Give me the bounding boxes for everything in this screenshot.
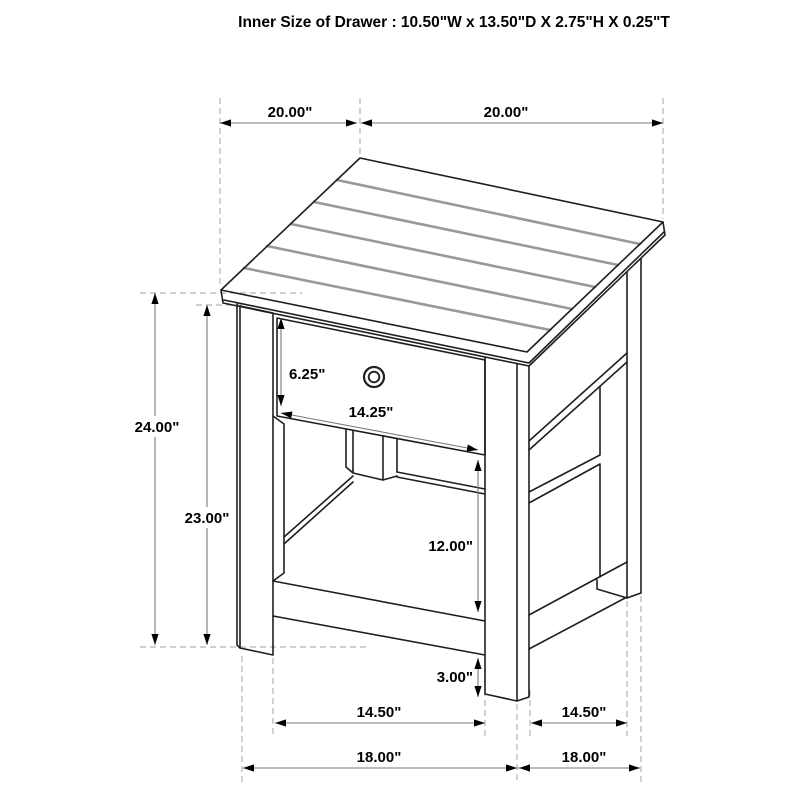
left-leg — [237, 304, 273, 655]
dimension-leg-span-front — [275, 704, 485, 727]
dimension-label: 14.50" — [356, 704, 402, 721]
dimension-drawer-height — [277, 318, 325, 406]
arrowhead-icon — [474, 601, 481, 612]
arrowhead-icon — [361, 119, 372, 126]
arrowhead-icon — [151, 293, 158, 304]
arrowhead-icon — [519, 764, 530, 771]
dimension-base-width-side — [517, 749, 640, 772]
front-leg — [485, 357, 529, 701]
arrowhead-icon — [506, 764, 517, 771]
drawing-title: Inner Size of Drawer : 10.50"W x 13.50"D X 2.75"H X 0.25"T — [238, 14, 670, 31]
dimension-drawer-width — [280, 404, 478, 454]
arrowhead-icon — [277, 395, 284, 406]
drawer-face — [277, 318, 485, 455]
arrowhead-icon — [275, 719, 286, 726]
arrowhead-icon — [474, 460, 481, 471]
arrowhead-icon — [243, 764, 254, 771]
dimension-label: 18.00" — [356, 749, 402, 766]
arrowhead-icon — [616, 719, 627, 726]
dimension-label: 20.00" — [267, 104, 313, 121]
dimension-label: 23.00" — [184, 510, 230, 527]
arrowhead-icon — [652, 119, 663, 126]
dimension-frame-height — [179, 305, 235, 645]
dimension-label: 12.00" — [428, 538, 473, 555]
dimension-stretcher-height — [437, 658, 482, 697]
tabletop-edge-band — [221, 222, 665, 366]
arrowhead-icon — [474, 686, 481, 697]
dimension-overall-height — [129, 293, 185, 645]
arrowhead-icon — [203, 634, 210, 645]
arrowhead-icon — [531, 719, 542, 726]
dimension-label: 3.00" — [436, 669, 473, 686]
dimension-top-width-left — [220, 104, 357, 127]
arrowhead-icon — [474, 658, 481, 669]
dimension-label: 6.25" — [289, 366, 326, 383]
dimension-label: 14.50" — [561, 704, 607, 721]
arrowhead-icon — [474, 719, 485, 726]
arrowhead-icon — [346, 119, 357, 126]
front-stretcher — [273, 581, 485, 655]
arrowhead-icon — [151, 634, 158, 645]
dimension-label: 20.00" — [483, 104, 529, 121]
dimension-leg-span-side — [531, 704, 627, 727]
dimension-label: 24.00" — [134, 419, 180, 436]
dimension-top-width-right — [361, 104, 663, 127]
dimension-label: 14.25" — [348, 404, 394, 421]
arrowhead-icon — [203, 305, 210, 316]
table-drawing — [221, 158, 665, 701]
dimension-base-width-front — [243, 749, 517, 772]
arrowhead-icon — [629, 764, 640, 771]
right-side-rails — [529, 353, 627, 649]
dimension-label: 18.00" — [561, 749, 607, 766]
arrowhead-icon — [220, 119, 231, 126]
shelf — [284, 472, 485, 544]
left-leg-inner-face — [273, 416, 284, 581]
drawer-pull-ring-icon — [364, 367, 384, 387]
right-leg — [627, 259, 641, 598]
drawer-pull-ring-inner-icon — [369, 372, 380, 383]
